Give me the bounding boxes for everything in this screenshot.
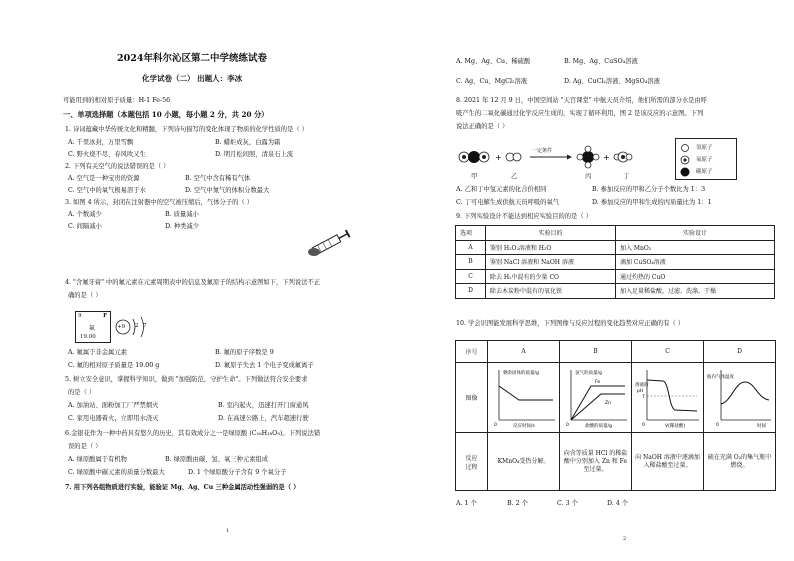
q10-answer-a: A. 1 个 [456,500,477,507]
q10-graph-a-cell [488,363,560,433]
q9-cell: A [456,240,486,255]
q5-option-b: B. 室内起火，迅速打开门窗通风 [218,402,309,409]
q4-option-b: B. 氟的原子序数是 9 [215,349,274,356]
graph-d-xlabel: 时间 [756,423,766,429]
section-1-heading: 一、单项选择题（本题包括 10 小题，每小题 2 分，共 20 分） [63,110,269,119]
legend-hydrogen: 氢原子 [696,145,713,151]
graph-b-origin: 0 [565,422,569,428]
q7-option-b: B. Mg、Ag、CuSO₄溶液 [564,58,638,65]
label-jia: 甲 [471,173,478,180]
atom-shell-1-electrons: 2 [135,323,139,329]
legend-carbon: 碳原子 [696,169,713,175]
q10-row-label-process-2: 过程 [465,463,478,471]
q10-header-b: B [560,341,632,363]
graph-d-ylabel: 瓶内气体温度 [706,374,734,380]
q4-stem-line1: 4. "含氟牙膏" 中的氟元素在元素周期表中的信息及氟原子的结构示意图如下，下列说法不正 [65,279,321,286]
graph-b [561,364,631,430]
q10-header-d: D [704,341,776,363]
q2-option-b: B. 空气中含有稀有气体 [185,175,251,182]
q9-cell: 鉴别 H₂O₂溶液和 H₂O [486,240,616,255]
label-bing: 丙 [585,173,592,180]
q4-stem-line2: 确的是（ ） [68,292,102,299]
q10-process-row [456,433,776,491]
q2-option-a: A. 空气是一种宝贵的资源 [68,175,140,182]
graph-b-xlabel: 盐酸的质量/g [584,423,612,429]
q10-header-row [456,341,776,363]
q5-stem-line2: 的是（ ） [68,389,96,396]
reaction-condition: 一定条件 [532,148,553,154]
q10-answer-b: B. 2 个 [507,500,528,507]
q9-cell: 通过灼热的 CuO [616,269,775,284]
q10-answer-c: C. 3 个 [557,500,578,507]
element-card-name: 氟 [89,325,96,332]
q9-cell: 滴加 CuSO₄溶液 [616,255,775,270]
q3-stem: 3. 如图 4 所示，封闭在注射器中的空气被压缩后，气体分子的（ ） [65,199,254,206]
q9-cell: 加入足量稀盐酸，过滤、洗涤、干燥 [616,284,775,299]
q6-stem-line1: 6.金银花作为一种中药具有悠久的历史，其有效成分之一是绿原酸 (C₁₆H₁₈O₉)。下列说法错 [65,430,321,437]
q10-row-label-process [456,433,488,491]
graph-d [705,364,775,430]
table-row [456,240,775,255]
table-row [456,284,775,299]
graph-d-origin: 0 [715,422,719,428]
q10-answer-d: D. 4 个 [607,500,629,507]
q10-graph-d-cell [704,363,776,433]
q3-option-d: D. 种类减少 [165,223,200,230]
legend-icons [679,142,691,178]
q10-header-c: C [632,341,704,363]
q10-process-b: 向含等质量 HCl 的稀盐酸中分别加入 Zn 和 Fe 至过量。 [560,433,632,491]
graph-a-ylabel: 剩余固体的质量/g [502,370,539,376]
q10-stem: 10. 学会识图能发展科学思维，下列图像与反应过程的变化趋势对应正确的有（ ） [456,320,685,327]
q8-option-d: D. 参加反应的甲和生成的丙质量比为 1：1 [592,199,712,206]
molecule-ding [614,152,632,162]
q8-stem-line3: 说法正确的是（ ） [456,123,509,130]
q7-option-a: A. Mg、Ag、Cu、稀硫酸 [456,58,531,65]
graph-a-xlabel: 反应时间/s [512,423,535,429]
q3-option-b: B. 质量减小 [165,211,199,218]
q9-cell: B [456,255,486,270]
q8-option-c: C. 丁可电解生成供航天员呼吸的氧气 [456,199,560,206]
q9-header-purpose: 实验目的 [486,226,616,241]
molecule-bing [577,146,599,168]
graph-c-ylabel-1: 溶液的 [634,382,648,388]
q9-cell: C [456,269,486,284]
molecule-yi [506,153,521,161]
q7-stem: 7. 用下列各组物质进行实验，能验证 Mg、Ag、Cu 三种金属活动性强弱的是（ ） [65,484,300,491]
q6-option-d: D. 1 个绿原酸分子含有 9 个氧分子 [188,469,287,476]
page-number-2: 2 [623,536,627,542]
label-yi: 乙 [511,173,518,180]
q1-option-a: A. 千里冰封，万里雪飘 [68,139,134,146]
graph-a [489,364,559,430]
q10-process-a: KMnO₄受热分解。 [488,433,560,491]
q6-option-c: C. 绿原酸中碳元素的质量分数最大 [68,469,165,476]
q9-stem: 9. 下列实验设计不能达到相应实验目的的是（ ） [456,213,592,220]
atom-shell-2-electrons: 7 [143,323,147,329]
q8-option-a: A. 乙和丁中氢元素的化合价相同 [456,186,547,193]
label-ding: 丁 [623,173,630,180]
exam-title: 2024年科尔沁区第二中学统练试卷 [117,53,267,64]
q6-option-a: A. 绿原酸属于有机物 [68,456,127,463]
q9-cell: 除去木炭粉中混有的氧化铁 [486,284,616,299]
element-card-number: 9 [78,313,82,319]
graph-c-xlabel: V(稀盐酸) [664,423,685,429]
graph-b-ylabel: 氢气的质量/g [574,370,602,376]
q6-stem-line2: 误的是（ ） [68,443,102,450]
q10-row-label-process-1: 反应 [465,454,478,462]
molecule-jia [459,151,489,163]
graph-c [633,364,703,430]
q9-table [455,225,775,299]
exam-subtitle: 化学试卷（二） 出题人：李冰 [142,74,243,83]
q5-option-d: D. 在高速公路上，汽车超速行驶 [218,415,309,422]
q8-stem-line2: 吸产生的二氧化碳通过化学反应生成的，实现了循环利用，图 2 是该反应的示意图。下列 [456,110,704,117]
q1-option-b: B. 蜡炬成灰，白露为霜 [215,139,281,146]
legend-oxygen: 氧原子 [696,157,713,163]
page-number-1: 1 [226,528,230,534]
q9-cell: 鉴别 NaCl 溶液和 NaOH 溶液 [486,255,616,270]
table-row [456,269,775,284]
q10-graph-c-cell [632,363,704,433]
q9-cell: 加入 MnO₂ [616,240,775,255]
atom-nucleus-charge: +9 [117,324,126,330]
q4-option-c: C. 氟的相对原子质量是 19.00 g [68,362,160,369]
q8-option-b: B. 参加反应的甲和乙分子个数比为 1：3 [592,186,706,193]
syringe-figure [306,228,354,258]
graph-c-tick-7: 7 [641,394,645,400]
q10-header-a: A [488,341,560,363]
q5-option-c: C. 家用电器着火，立即用水浇灭 [68,415,159,422]
graph-c-ylabel-2: pH [636,388,643,394]
svg-text:+: + [495,153,502,162]
q4-option-d: D. 氟原子失去 1 个电子变成氟离子 [215,362,314,369]
q10-graph-row [456,363,776,433]
q5-stem-line1: 5. 树立安全意识，掌握科学知识，做到 "加强防范，守护生命"。下列做法符合安全要求 [65,376,308,383]
q10-table [455,340,776,491]
q7-option-c: C. Ag、Cu、MgCl₂溶液 [456,78,528,85]
q5-option-a: A. 加油站、面粉加工厂严禁烟火 [68,402,159,409]
element-card-fluorine [75,311,111,343]
q3-option-c: C. 间隔减小 [68,223,102,230]
q10-graph-b-cell [560,363,632,433]
q10-process-c: 向 NaOH 溶液中逐滴加入稀盐酸至过量。 [632,433,704,491]
q9-header-option: 选项 [456,226,486,241]
q10-header-xuhao: 序号 [456,341,488,363]
q4-option-a: A. 氟属于非金属元素 [68,349,127,356]
atom-legend [675,138,737,180]
table-row [456,255,775,270]
q6-option-b: B. 绿原酸由碳、氢、氧三种元素组成 [165,456,269,463]
q9-cell: D [456,284,486,299]
q1-option-c: C. 野火烧不尽，春风吹又生 [68,151,146,158]
q3-option-a: A. 个数减少 [68,211,102,218]
element-card-mass: 19.00 [80,334,96,340]
q7-option-d: D. Ag、CuCl₂溶液、MgSO₄溶液 [564,78,660,85]
q1-stem: 1. 诗词蕴藏中华传统文化和精髓，下列诗句描写的变化体现了物质的化学性质的是（ ） [65,126,308,133]
q9-header-row [456,226,775,241]
reaction-diagram [457,140,667,186]
q1-option-d: D. 明月松间照，清泉石上流 [215,151,294,158]
q10-row-label-graph: 图像 [456,363,488,433]
graph-b-fe-label: Fe [594,379,600,385]
q2-option-d: D. 空气中氮气的体积分数最大 [185,187,270,194]
element-card-symbol: F [103,313,107,319]
q10-process-d: 硫在充满 O₂的集气瓶中燃烧。 [704,433,776,491]
q9-header-design: 实验设计 [616,226,775,241]
graph-b-zn-label: Zn [604,400,611,406]
svg-text:+: + [603,153,610,162]
q2-option-c: C. 空气中的氧气极易溶于水 [68,187,146,194]
q8-stem-line1: 8. 2021 年 12 月 9 日，中国空间站 "天宫课堂" 中航天员介绍，他们所需的部分水是由呼 [456,97,708,104]
atomic-mass-note: 可能用到的相对原子质量：H-1 Fe-56 [63,97,171,104]
exam-page-2 [397,0,794,561]
graph-c-origin: 0 [641,422,645,428]
q9-cell: 除去 H₂中混有的少量 CO [486,269,616,284]
graph-a-origin: 0 [493,422,497,428]
q2-stem: 2. 下列有关空气的说法错误的是（ ） [65,163,170,170]
